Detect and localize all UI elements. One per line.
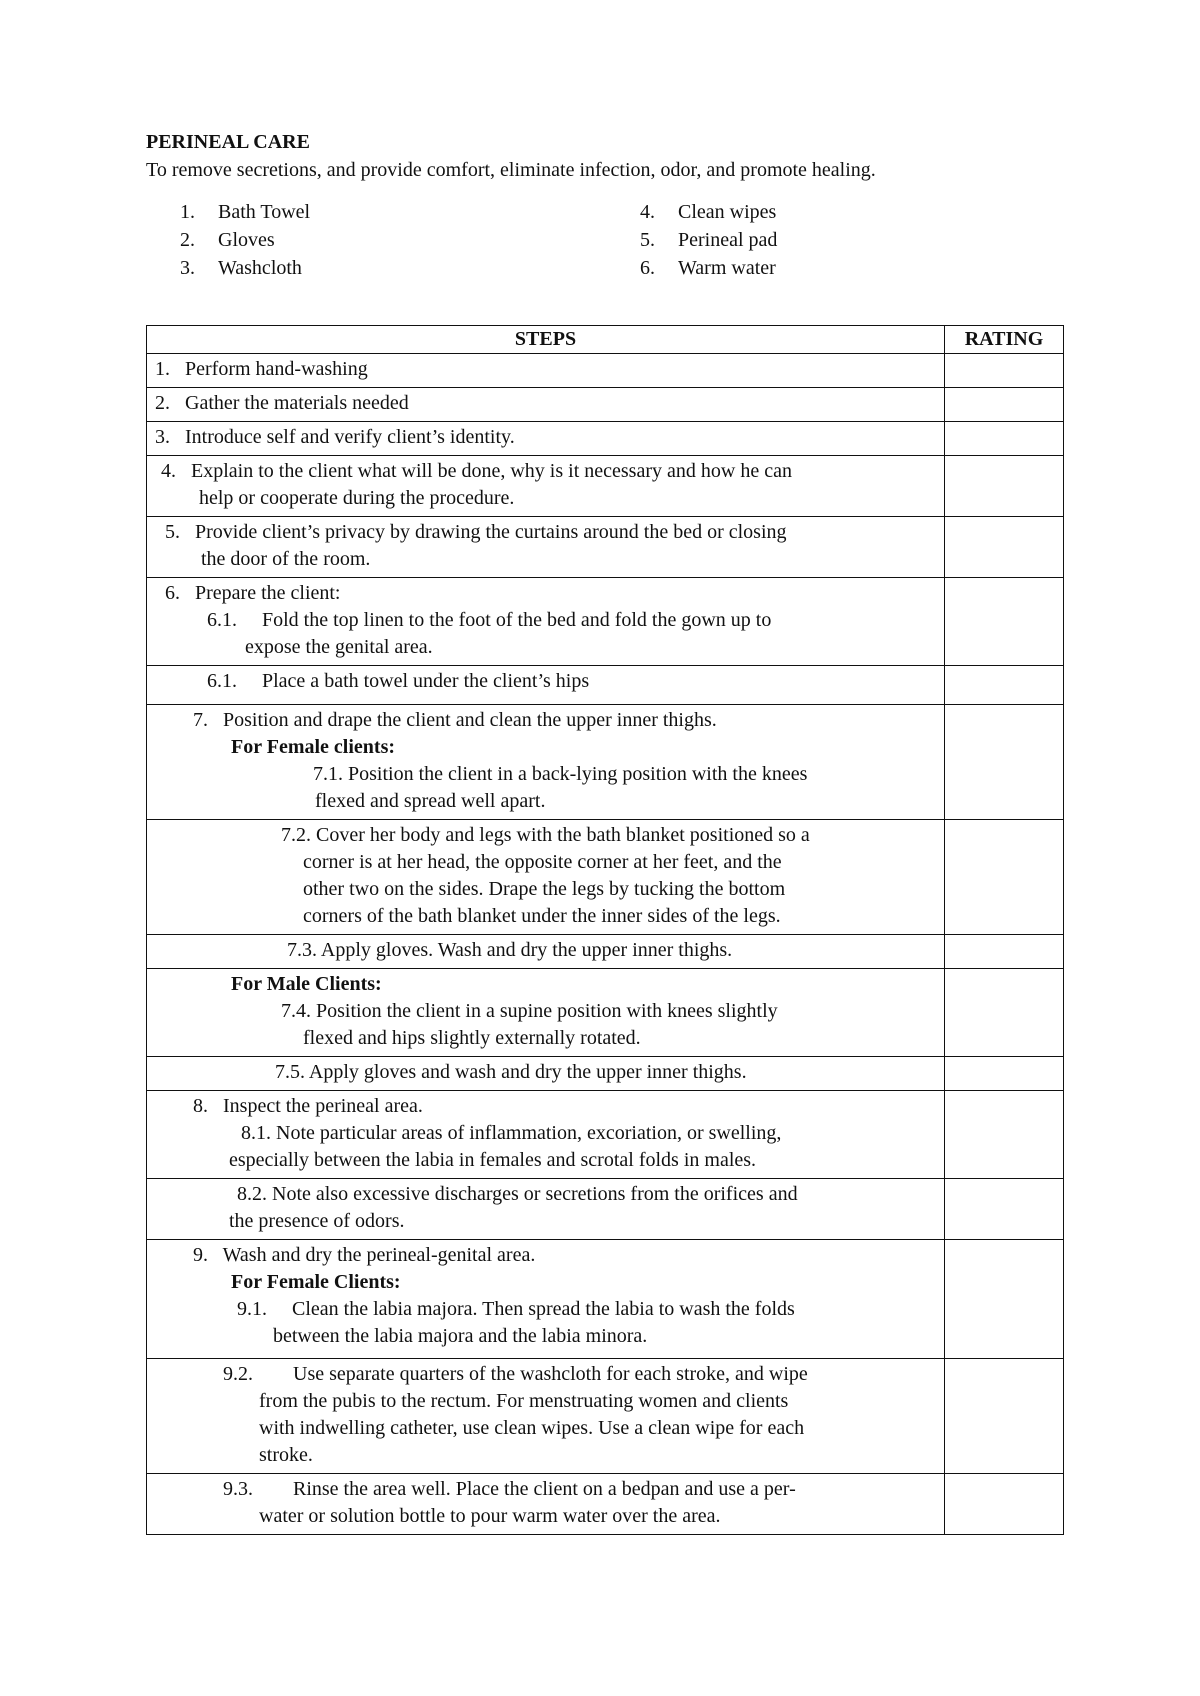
step-cell [147, 705, 945, 820]
step-text: 9.1. Clean the labia majora. Then spread the labia to wash the folds [237, 1298, 795, 1320]
step-text: other two on the sides. Drape the legs by tucking the bottom [303, 878, 786, 900]
step-cell [147, 354, 945, 388]
step-text: help or cooperate during the procedure. [199, 487, 515, 509]
step-cell [147, 422, 945, 456]
step-cell [147, 1240, 945, 1359]
purpose-statement: To remove secretions, and provide comfort, eliminate infection, odor, and promote healing. [146, 159, 876, 181]
step-text: between the labia majora and the labia minora. [273, 1325, 648, 1347]
material-number: 6. [640, 257, 655, 279]
step-cell [147, 1179, 945, 1240]
material-label: Clean wipes [678, 201, 777, 223]
rating-cell[interactable] [945, 969, 1064, 1057]
steps-table-body [147, 354, 1064, 1535]
rating-cell[interactable] [945, 1179, 1064, 1240]
step-text: the door of the room. [201, 548, 371, 570]
step-text: 6.1. Fold the top linen to the foot of the bed and fold the gown up to [207, 609, 772, 631]
table-row [147, 1359, 1064, 1474]
rating-cell[interactable] [945, 705, 1064, 820]
rating-cell[interactable] [945, 422, 1064, 456]
table-row [147, 422, 1064, 456]
step-text: 7.5. Apply gloves and wash and dry the upper inner thighs. [275, 1061, 747, 1083]
step-cell [147, 388, 945, 422]
table-row [147, 935, 1064, 969]
step-text: 6.1. Place a bath towel under the client’s hips [207, 670, 590, 692]
step-text: 9.2. Use separate quarters of the washcloth for each stroke, and wipe [223, 1363, 808, 1385]
material-number: 2. [180, 229, 195, 251]
table-row [147, 969, 1064, 1057]
table-row [147, 1474, 1064, 1535]
step-text: 8.1. Note particular areas of inflammation, excoriation, or swelling, [241, 1122, 782, 1144]
step-text: 2. Gather the materials needed [155, 392, 409, 414]
step-cell [147, 1091, 945, 1179]
step-text: 7.2. Cover her body and legs with the bath blanket positioned so a [281, 824, 810, 846]
step-text: 7.4. Position the client in a supine position with knees slightly [281, 1000, 778, 1022]
step-text: 4. Explain to the client what will be done, why is it necessary and how he can [161, 460, 792, 482]
rating-cell[interactable] [945, 354, 1064, 388]
step-text: 1. Perform hand-washing [155, 358, 368, 380]
step-cell [147, 820, 945, 935]
step-text: stroke. [259, 1444, 313, 1466]
step-group-heading: For Female Clients: [231, 1271, 401, 1293]
step-text: 9.3. Rinse the area well. Place the client on a bedpan and use a per- [223, 1478, 796, 1500]
materials-list [146, 198, 1066, 288]
steps-table [146, 325, 1064, 1535]
material-label: Bath Towel [218, 201, 311, 223]
rating-cell[interactable] [945, 578, 1064, 666]
step-group-heading: For Male Clients: [231, 973, 382, 995]
material-number: 3. [180, 257, 195, 279]
table-row [147, 1179, 1064, 1240]
step-text: 7.3. Apply gloves. Wash and dry the upper inner thighs. [287, 939, 733, 961]
table-row [147, 456, 1064, 517]
step-cell [147, 666, 945, 705]
rating-cell[interactable] [945, 935, 1064, 969]
material-label: Perineal pad [678, 229, 778, 251]
step-text: with indwelling catheter, use clean wipes. Use a clean wipe for each [259, 1417, 805, 1439]
table-row [147, 354, 1064, 388]
steps-header: STEPS [147, 326, 945, 354]
rating-cell[interactable] [945, 1057, 1064, 1091]
rating-cell[interactable] [945, 1091, 1064, 1179]
step-text: from the pubis to the rectum. For menstruating women and clients [259, 1390, 789, 1412]
material-item [180, 198, 310, 226]
step-text: 5. Provide client’s privacy by drawing the curtains around the bed or closing [165, 521, 787, 543]
table-row [147, 1057, 1064, 1091]
material-number: 4. [640, 201, 655, 223]
step-text: corners of the bath blanket under the inner sides of the legs. [303, 905, 781, 927]
table-row [147, 1091, 1064, 1179]
step-text: 8.2. Note also excessive discharges or secretions from the orifices and [237, 1183, 798, 1205]
step-text: flexed and hips slightly externally rotated. [303, 1027, 641, 1049]
materials-column-left [180, 198, 310, 282]
material-number: 5. [640, 229, 655, 251]
material-label: Gloves [218, 229, 275, 251]
step-text: 6. Prepare the client: [165, 582, 341, 604]
step-cell [147, 456, 945, 517]
table-row [147, 705, 1064, 820]
step-cell [147, 1474, 945, 1535]
step-text: water or solution bottle to pour warm water over the area. [259, 1505, 721, 1527]
table-row [147, 517, 1064, 578]
step-text: 9. Wash and dry the perineal-genital area. [193, 1244, 536, 1266]
material-label: Washcloth [218, 257, 302, 279]
material-item [640, 226, 777, 254]
step-cell [147, 1057, 945, 1091]
material-number: 1. [180, 201, 195, 223]
step-text: especially between the labia in females and scrotal folds in males. [229, 1149, 757, 1171]
table-row [147, 666, 1064, 705]
step-cell [147, 578, 945, 666]
table-header-row [147, 326, 1064, 354]
material-item [180, 226, 310, 254]
step-text: 3. Introduce self and verify client’s identity. [155, 426, 515, 448]
step-cell [147, 935, 945, 969]
step-group-heading: For Female clients: [231, 736, 396, 758]
rating-cell[interactable] [945, 456, 1064, 517]
step-text: flexed and spread well apart. [315, 790, 546, 812]
step-text: 7. Position and drape the client and clean the upper inner thighs. [193, 709, 717, 731]
material-item [180, 254, 310, 282]
rating-cell[interactable] [945, 1240, 1064, 1359]
material-item [640, 198, 777, 226]
rating-cell[interactable] [945, 517, 1064, 578]
materials-column-right [640, 198, 777, 282]
step-text: expose the genital area. [245, 636, 433, 658]
page-title: PERINEAL CARE [146, 131, 310, 153]
table-row [147, 820, 1064, 935]
step-cell [147, 969, 945, 1057]
rating-header: RATING [945, 326, 1064, 354]
step-text: 8. Inspect the perineal area. [193, 1095, 423, 1117]
step-text: 7.1. Position the client in a back-lying position with the knees [313, 763, 808, 785]
step-text: the presence of odors. [229, 1210, 405, 1232]
rating-cell[interactable] [945, 1359, 1064, 1474]
step-text: corner is at her head, the opposite corner at her feet, and the [303, 851, 782, 873]
rating-cell[interactable] [945, 820, 1064, 935]
document-page [146, 128, 1066, 288]
table-row [147, 388, 1064, 422]
step-cell [147, 1359, 945, 1474]
table-row [147, 1240, 1064, 1359]
rating-cell[interactable] [945, 1474, 1064, 1535]
table-row [147, 578, 1064, 666]
rating-cell[interactable] [945, 666, 1064, 705]
step-cell [147, 517, 945, 578]
material-label: Warm water [678, 257, 776, 279]
material-item [640, 254, 777, 282]
rating-cell[interactable] [945, 388, 1064, 422]
